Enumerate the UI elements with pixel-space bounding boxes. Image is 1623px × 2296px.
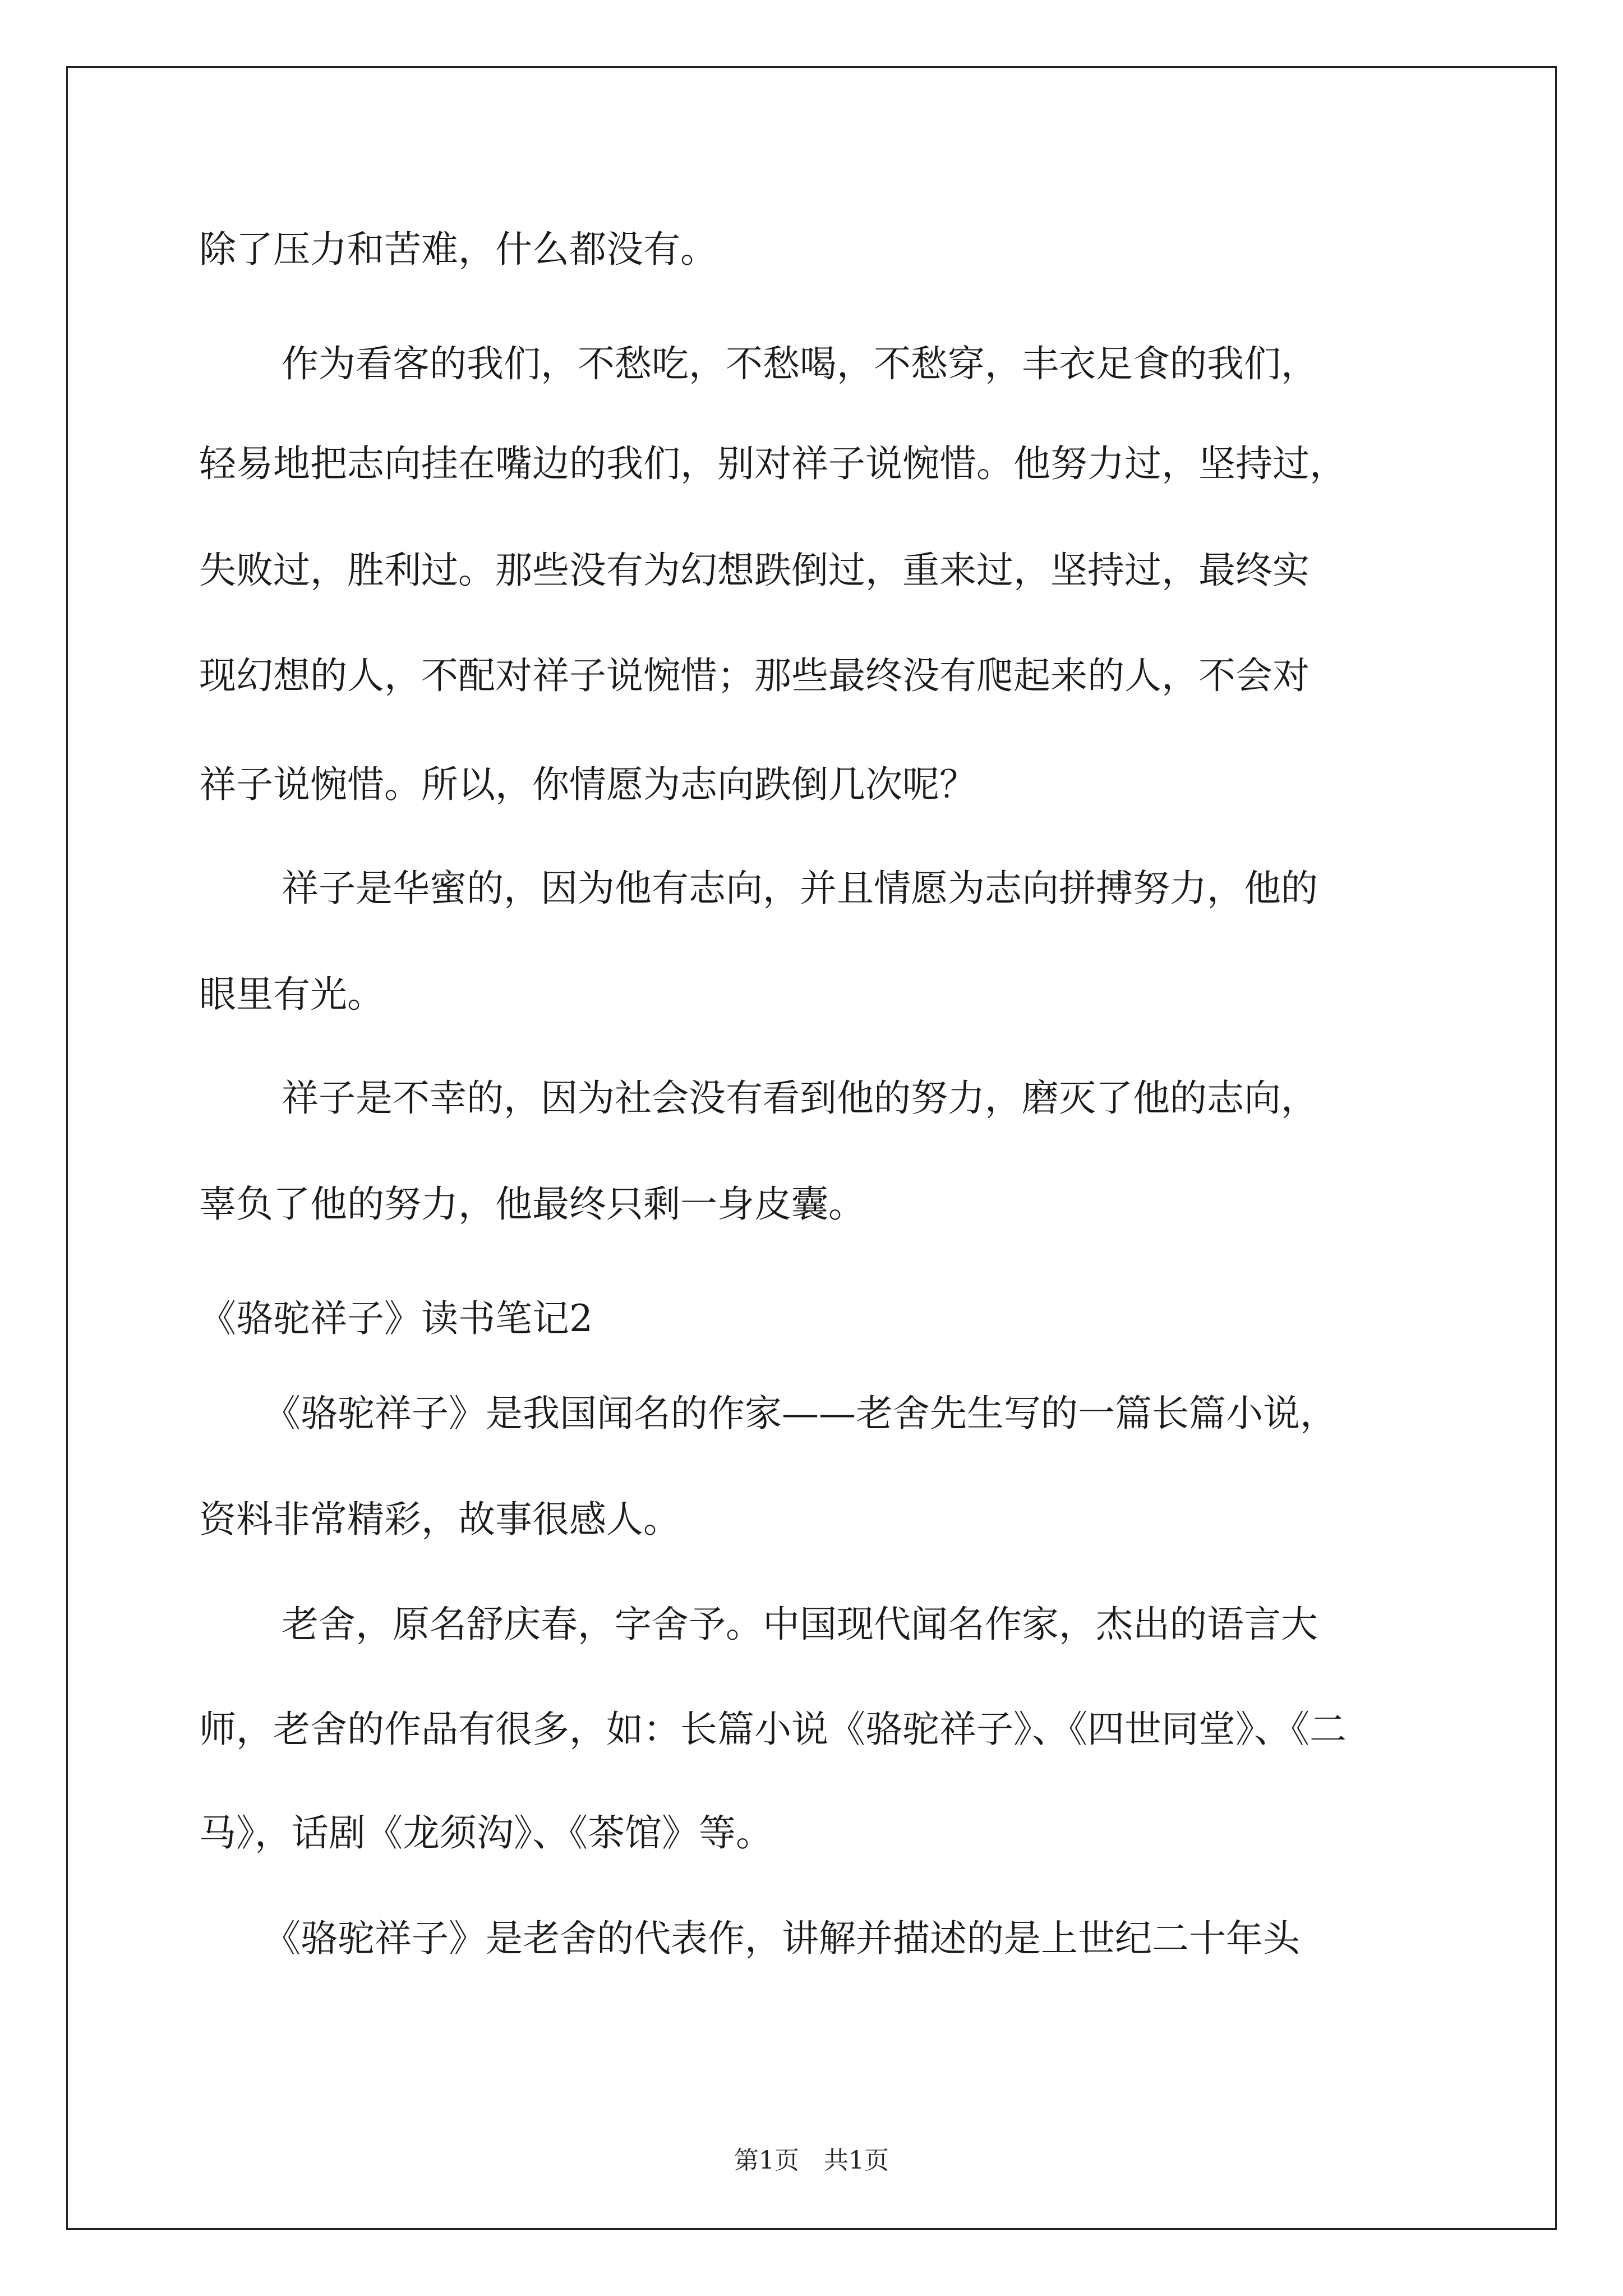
paragraph-line: 祥子是不幸的，因为社会没有看到他的努力，磨灭了他的志向， [282, 1076, 1318, 1120]
paragraph-line: 《骆驼祥子》是老舍的代表作，讲解并描述的是上世纪二十年头 [264, 1917, 1300, 1960]
paragraph-line: 现幻想的人，不配对祥子说惋惜；那些最终没有爬起来的人，不会对 [199, 654, 1310, 697]
paragraph-line: 老舍，原名舒庆春，字舍予。中国现代闻名作家，杰出的语言大 [282, 1603, 1318, 1646]
paragraph-line: 辜负了他的努力，他最终只剩一身皮囊。 [199, 1182, 865, 1226]
paragraph-line: 作为看客的我们，不愁吃，不愁喝，不愁穿，丰衣足食的我们， [282, 342, 1318, 385]
paragraph-line: 失败过，胜利过。那些没有为幻想跌倒过，重来过，坚持过，最终实 [199, 549, 1310, 592]
paragraph-line: 轻易地把志向挂在嘴边的我们，别对祥子说惋惜。他努力过，坚持过， [199, 442, 1347, 485]
page-footer: 第1页 共1页 [734, 2146, 889, 2175]
paragraph-line: 师，老舍的作品有很多，如：长篇小说《骆驼祥子》、《四世同堂》、《二 [199, 1708, 1347, 1751]
section-heading: 《骆驼祥子》读书笔记2 [199, 1297, 593, 1340]
paragraph-line: 除了压力和苦难，什么都没有。 [199, 228, 717, 271]
paragraph-line: 资料非常精彩，故事很感人。 [199, 1498, 680, 1541]
paragraph-line: 祥子说惋惜。所以，你情愿为志向跌倒几次呢？ [199, 763, 976, 806]
paragraph-line: 《骆驼祥子》是我国闻名的作家——老舍先生写的一篇长篇小说， [264, 1392, 1337, 1435]
paragraph-line: 马》，话剧《龙须沟》、《茶馆》等。 [199, 1811, 773, 1855]
paragraph-line: 祥子是华蜜的，因为他有志向，并且情愿为志向拼搏努力，他的 [282, 867, 1318, 910]
paragraph-line: 眼里有光。 [199, 973, 384, 1016]
page-border [66, 66, 1557, 2230]
